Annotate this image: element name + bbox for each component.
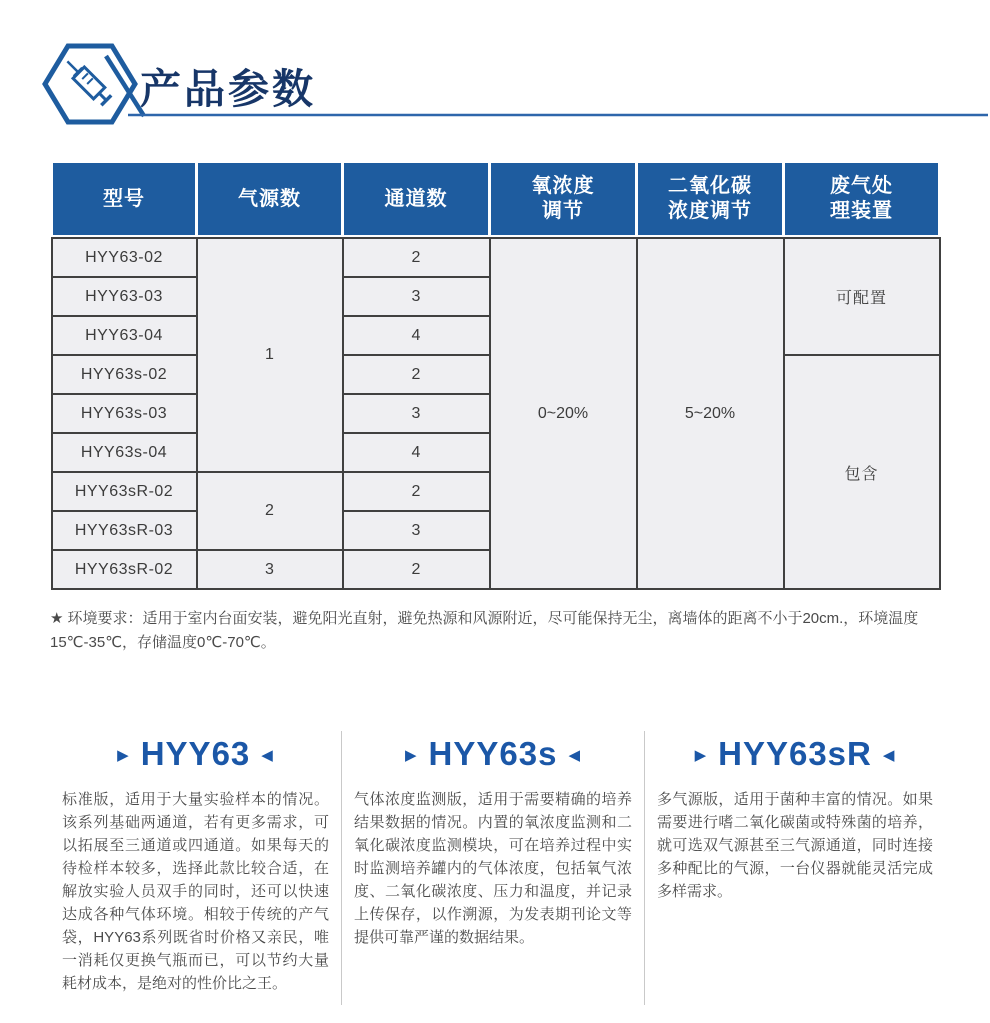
channels-cell: 2	[343, 550, 490, 589]
exhaust-cell: 可配置	[784, 238, 940, 355]
model-sections	[50, 731, 945, 1005]
model-cell: HYY63sR-03	[52, 511, 197, 550]
section-hyy63	[50, 731, 341, 1005]
table-row	[52, 238, 940, 277]
header-line: 通道数	[384, 187, 448, 210]
model-cell: HYY63-04	[52, 316, 197, 355]
col-header-gas-sources	[197, 163, 343, 235]
section-hyy63s	[341, 731, 645, 1005]
arrow-left-icon: ◀	[568, 747, 581, 764]
channels-cell: 4	[343, 316, 490, 355]
oxygen-range-cell: 0~20%	[490, 238, 637, 589]
channels-cell: 3	[343, 511, 490, 550]
section-hyy63sr	[645, 731, 945, 1005]
channels-cell: 3	[343, 394, 490, 433]
header-line: 理装置	[830, 200, 893, 222]
gas-sources-cell: 2	[197, 472, 343, 550]
arrow-left-icon: ◀	[261, 747, 274, 764]
header-line: 氧浓度	[531, 175, 595, 197]
col-header-model	[52, 163, 197, 235]
section-title	[50, 735, 341, 773]
section-body: 多气源版，适用于菌种丰富的情况。如果需要进行嗜二氧化碳菌或特殊菌的培养，就可选双气源甚至三气源通道，同时连接多种配比的气源，一台仪器就能灵活完成多样需求。	[657, 791, 933, 900]
model-cell: HYY63-03	[52, 277, 197, 316]
header-row	[52, 163, 940, 235]
syringe-glyph	[62, 56, 112, 106]
environment-note	[50, 607, 948, 655]
section-title-text: HYY63s	[428, 735, 558, 772]
channels-cell: 3	[343, 277, 490, 316]
header-line: 浓度调节	[668, 200, 752, 222]
header-line: 二氧化碳	[668, 175, 752, 197]
header-line: 废气处	[830, 175, 893, 197]
header-line: 型号	[103, 187, 145, 210]
page-header	[0, 0, 990, 150]
channels-cell: 4	[343, 433, 490, 472]
header-line: 调节	[542, 200, 584, 222]
arrow-right-icon: ▶	[117, 747, 130, 764]
arrow-right-icon: ▶	[404, 747, 418, 764]
star-icon: ★	[50, 610, 64, 627]
model-cell: HYY63s-02	[52, 355, 197, 394]
environment-note-text: 环境要求：适用于室内台面安装，避免阳光直射，避免热源和风源附近，尽可能保持无尘，离墙体的距离不小于20cm.，环境温度15℃-35℃，存储温度0℃-70℃。	[50, 610, 919, 651]
arrow-right-icon: ▶	[694, 747, 708, 764]
model-cell: HYY63-02	[52, 238, 197, 277]
exhaust-cell: 包含	[784, 355, 940, 589]
section-title-text: HYY63sR	[718, 735, 872, 772]
section-body: 标准版，适用于大量实验样本的情况。该系列基础两通道，若有更多需求，可以拓展至三通道或四通道。如果每天的待检样本较多，选择此款比较合适，在解放实验人员双手的同时，还可以快速达成各种气体环境。相较于传统的产气袋，HYY63系列既省时价格又亲民，唯一消耗仅更换气瓶而已，可以节约大量耗材成本，是绝对的性价比之王。	[62, 791, 329, 992]
col-header-channels	[343, 163, 490, 235]
page-title: 产品参数	[140, 66, 316, 112]
channels-cell: 2	[343, 238, 490, 277]
co2-range-cell: 5~20%	[637, 238, 784, 589]
channels-cell: 2	[343, 472, 490, 511]
spec-table	[50, 163, 941, 590]
gas-sources-cell: 3	[197, 550, 343, 589]
gas-sources-cell: 1	[197, 238, 343, 472]
header-line: 气源数	[238, 187, 301, 210]
model-cell: HYY63sR-02	[52, 472, 197, 511]
section-body: 气体浓度监测版，适用于需要精确的培养结果数据的情况。内置的氧浓度监测和二氧化碳浓度监测模块，可在培养过程中实时监测培养罐内的气体浓度，包括氧气浓度、二氧化碳浓度、压力和温度，并记录上传保存，以作溯源，为发表期刊论文等提供可靠严谨的数据结果。	[354, 791, 632, 946]
col-header-co2	[637, 163, 784, 235]
arrow-left-icon: ◀	[882, 747, 896, 764]
model-cell: HYY63s-03	[52, 394, 197, 433]
section-title-text: HYY63	[140, 735, 251, 772]
model-cell: HYY63sR-02	[52, 550, 197, 589]
col-header-exhaust	[784, 163, 940, 235]
model-cell: HYY63s-04	[52, 433, 197, 472]
channels-cell: 2	[343, 355, 490, 394]
section-title	[342, 735, 644, 773]
section-title	[645, 735, 945, 773]
col-header-oxygen	[490, 163, 637, 235]
